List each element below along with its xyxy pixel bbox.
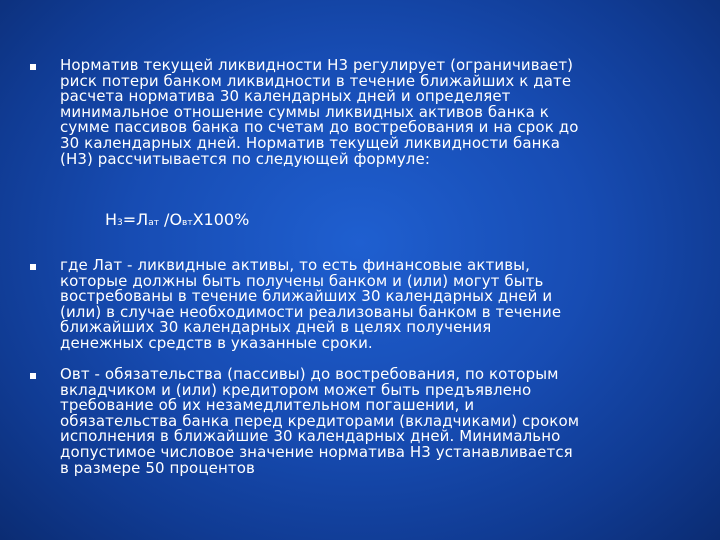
square-bullet-icon bbox=[30, 64, 36, 70]
formula-o-subscript: вт bbox=[182, 218, 193, 228]
square-bullet-icon bbox=[30, 373, 36, 379]
formula-n3 bbox=[105, 210, 249, 233]
formula-n: Н bbox=[105, 210, 118, 229]
bullet-text: Овт - обязательства (пассивы) до востребования, по которым вкладчиком и (или) кредитором может быть предъявлено требование об их незамедлительном погашении, и обязательства банка перед кредиторами (вкладчиками) сроком исполнения в ближайшие 30 календарных дней. Минимально допустимое числовое значение норматива Н3 устанавливается в размере 50 процентов bbox=[60, 365, 580, 477]
formula-div-o: /О bbox=[158, 210, 183, 229]
bullet-text: Норматив текущей ликвидности Н3 регулирует (ограничивает) риск потери банком ликвидности в течение ближайших к дате расчета норматива 30 календарных дней и определяет минимальное отношение суммы ликвидных активов банка к сумме пассивов банка по счетам до востребования и на срок до 30 календарных дней. Норматив текущей ликвидности банка (Н3) рассчитывается по следующей формуле: bbox=[60, 56, 579, 168]
formula-tail: Х100% bbox=[192, 210, 250, 229]
square-bullet-icon bbox=[30, 264, 36, 270]
bullet-text: где Лат - ликвидные активы, то есть финансовые активы, которые должны быть получены банком и (или) могут быть востребованы в течение ближайших 30 календарных дней и (или) в случае необходимости реализованы банком в течение ближайших 30 календарных дней в целях получения денежных средств в указанные сроки. bbox=[60, 256, 562, 352]
formula-eq-l: =Л bbox=[122, 210, 149, 229]
formula-l-subscript: ат bbox=[148, 218, 159, 228]
formula-n-subscript: 3 bbox=[117, 218, 123, 228]
